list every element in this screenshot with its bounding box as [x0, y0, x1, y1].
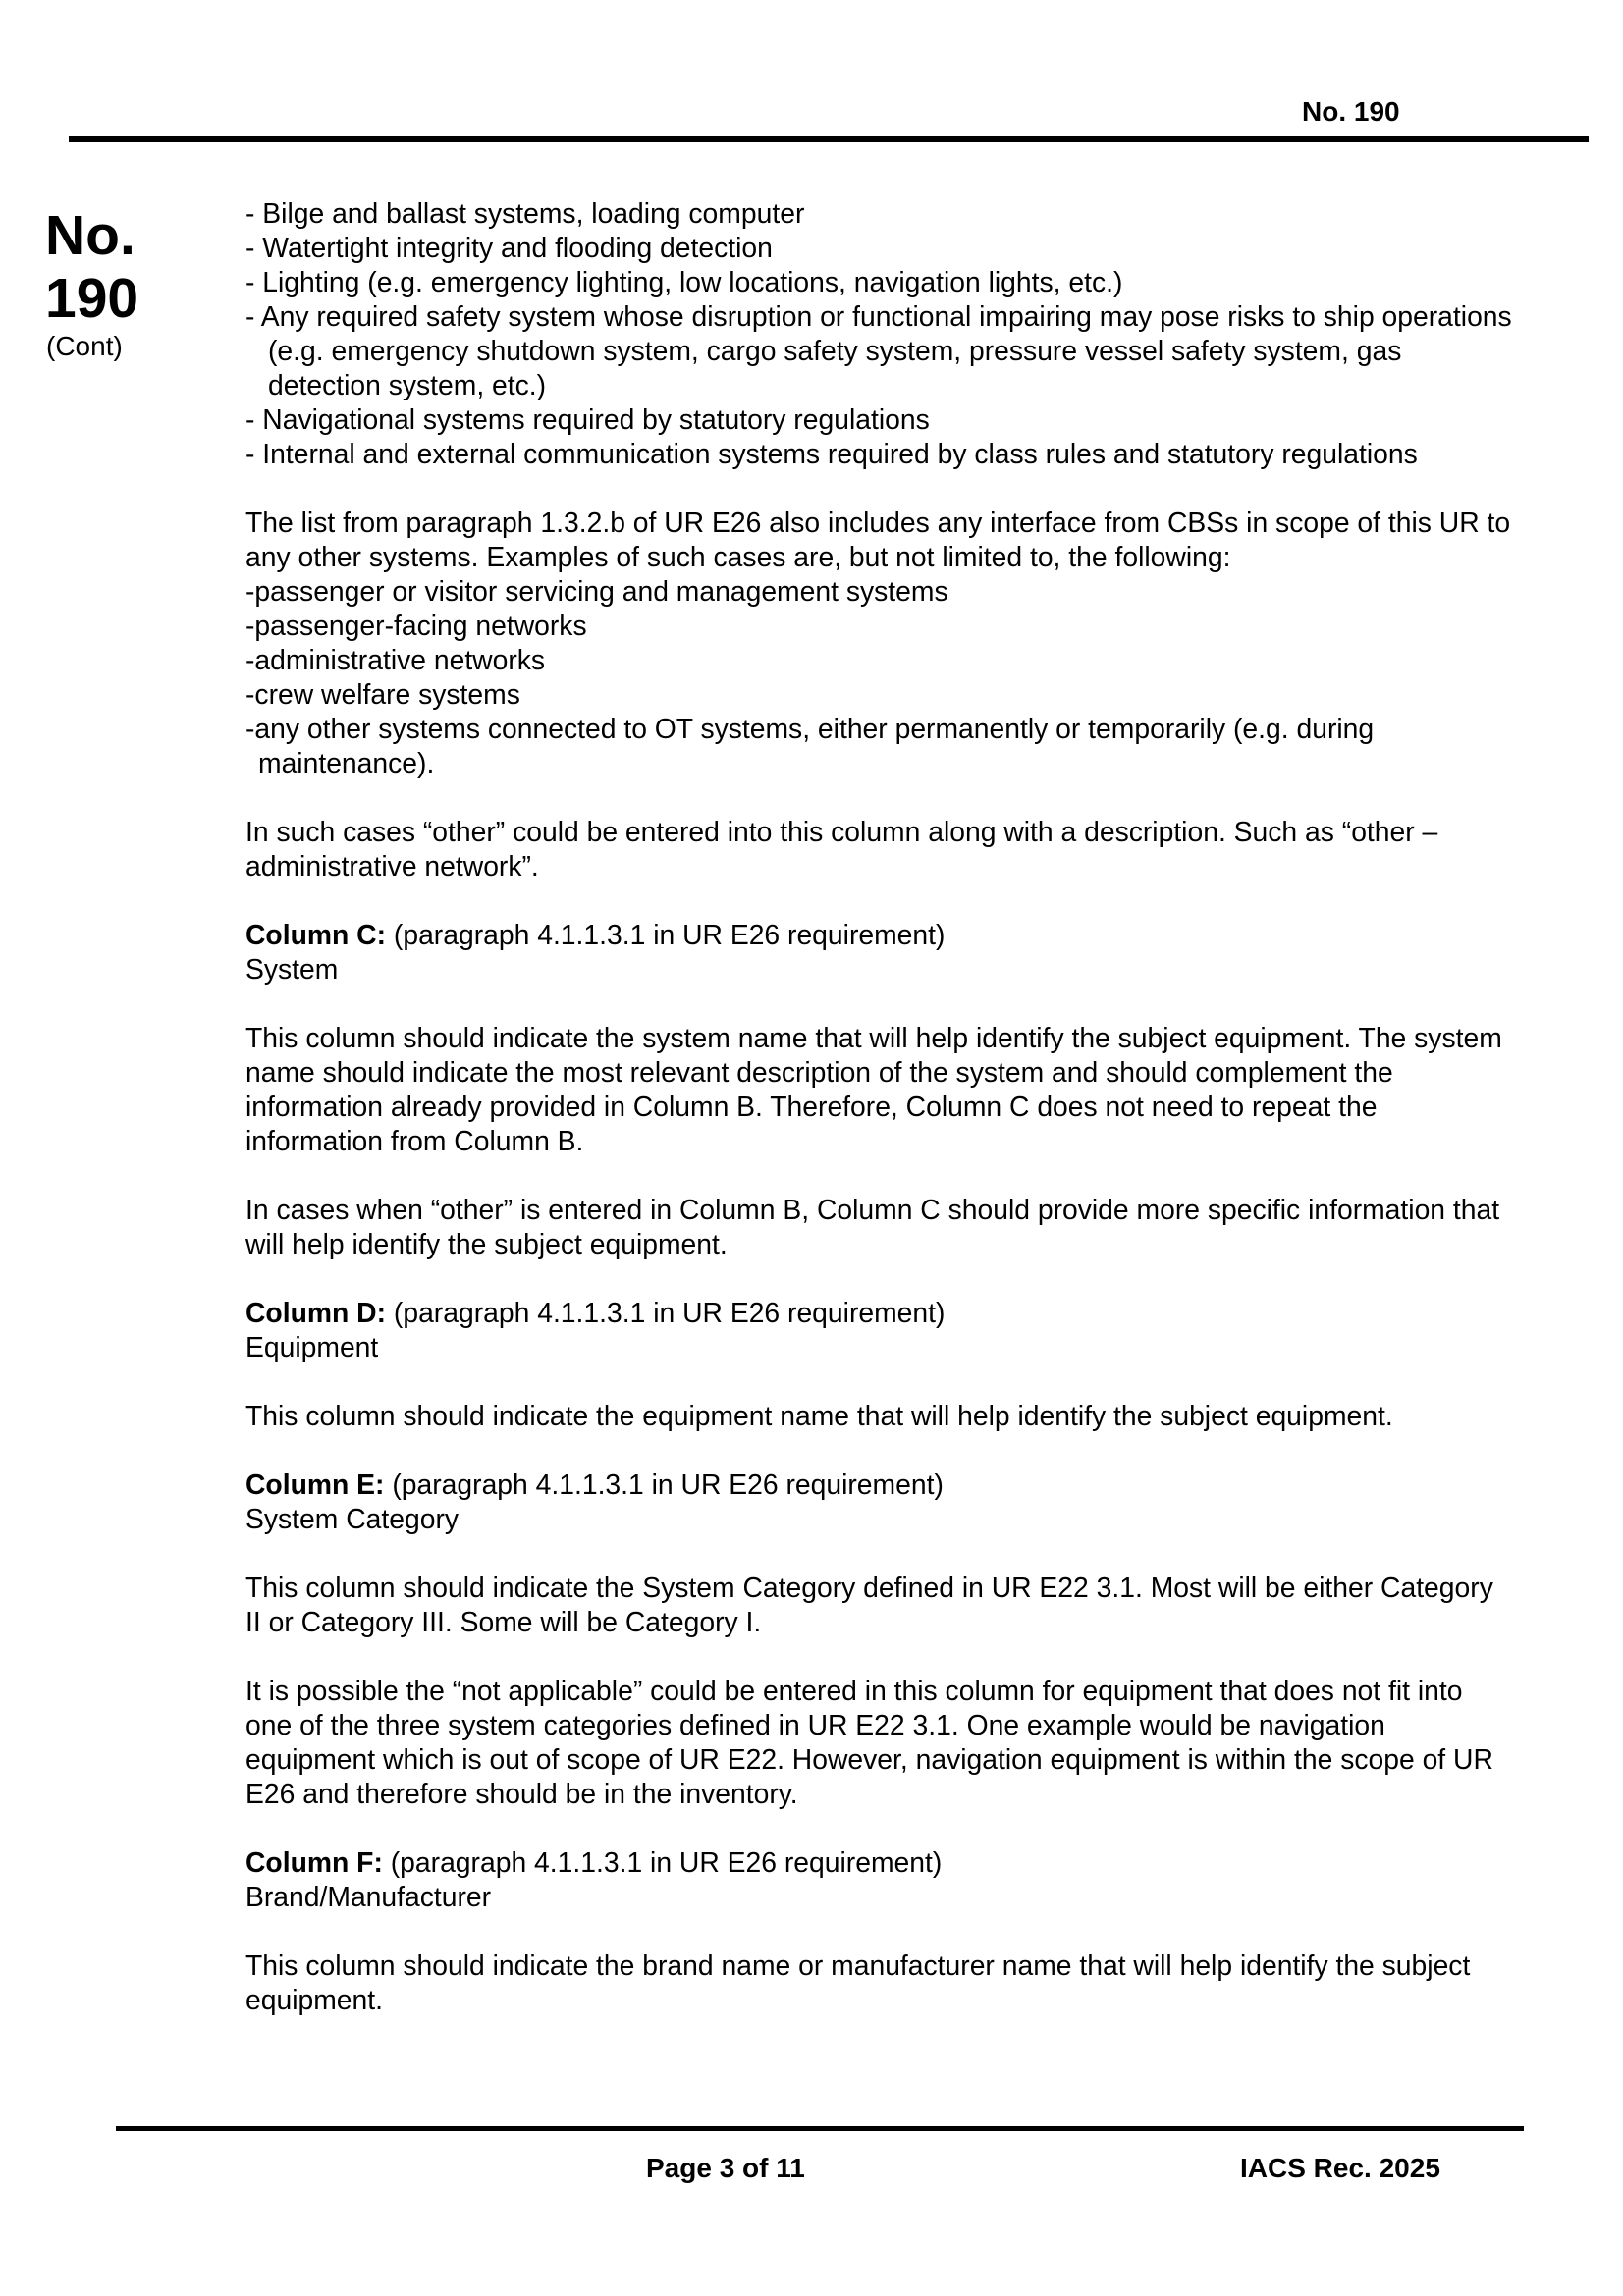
- column-c-ref: (paragraph 4.1.1.3.1 in UR E26 requirement): [386, 919, 946, 950]
- column-f-heading: [245, 1845, 1512, 1914]
- column-c-paragraph-2: In cases when “other” is entered in Column B, Column C should provide more specific information that will help identify the subject equipment.: [245, 1194, 1500, 1259]
- column-d-paragraph-1: This column should indicate the equipment name that will help identify the subject equipment.: [245, 1400, 1393, 1431]
- sidebar-cont: (Cont): [46, 331, 123, 361]
- list-item: - Watertight integrity and flooding detection: [245, 232, 773, 263]
- column-d-name: Equipment: [245, 1331, 379, 1362]
- list-item: -passenger or visitor servicing and management systems: [245, 575, 948, 607]
- header-rule: [69, 136, 1589, 142]
- other-paragraph: In such cases “other” could be entered into this column along with a description. Such as “other – administrative network”.: [245, 816, 1438, 881]
- list-item: - Internal and external communication systems required by class rules and statutory regulations: [245, 438, 1418, 469]
- column-d-heading: [245, 1296, 1512, 1364]
- column-e-paragraph-2: It is possible the “not applicable” could be entered in this column for equipment that does not fit into one of the three system categories defined in UR E22 3.1. One example would be navigation equipment which is out of scope of UR E22. However, navigation equipment is within the scope of UR E26 and therefore should be in the inventory.: [245, 1675, 1493, 1809]
- column-e-paragraph-1: This column should indicate the System Category defined in UR E22 3.1. Most will be either Category II or Category III. Some will be Category I.: [245, 1572, 1493, 1637]
- column-e-ref: (paragraph 4.1.1.3.1 in UR E26 requirement): [384, 1468, 944, 1500]
- sidebar-label: [45, 204, 192, 363]
- column-f-name: Brand/Manufacturer: [245, 1881, 492, 1912]
- sidebar-number: 190: [45, 267, 139, 330]
- footer-rule: [116, 2126, 1524, 2131]
- column-f-label: Column F:: [245, 1846, 383, 1878]
- list-item: -administrative networks: [245, 644, 546, 675]
- scope-list: [245, 196, 1512, 471]
- header-document-number: No. 190: [1302, 96, 1400, 127]
- paragraph-text: The list from paragraph 1.3.2.b of UR E26 also includes any interface from CBSs in scope of this UR to any other systems. Examples of such cases are, but not limited to, the following:: [245, 507, 1511, 572]
- column-d-label: Column D:: [245, 1297, 387, 1328]
- column-f-paragraph-1: This column should indicate the brand name or manufacturer name that will help identify the subject equipment.: [245, 1949, 1471, 2015]
- column-c-label: Column C:: [245, 919, 387, 950]
- column-f-ref: (paragraph 4.1.1.3.1 in UR E26 requirement): [382, 1846, 943, 1878]
- sidebar-no: No.: [45, 204, 135, 267]
- list-item: -passenger-facing networks: [245, 610, 587, 641]
- list-item: - Navigational systems required by statutory regulations: [245, 403, 930, 435]
- column-c-heading: [245, 918, 1512, 987]
- column-d-ref: (paragraph 4.1.1.3.1 in UR E26 requirement): [386, 1297, 946, 1328]
- list-item: -crew welfare systems: [245, 678, 520, 710]
- footer-page-number: Page 3 of 11: [646, 2153, 805, 2183]
- column-c-paragraph-1: This column should indicate the system name that will help identify the subject equipment. The system name should indicate the most relevant description of the system and should complement the information already provided in Column B. Therefore, Column C does not need to repeat the information from Column B.: [245, 1022, 1502, 1156]
- document-body: [245, 196, 1512, 2052]
- footer-recommendation: IACS Rec. 2025: [1240, 2153, 1440, 2183]
- column-c-name: System: [245, 953, 339, 985]
- column-e-label: Column E:: [245, 1468, 385, 1500]
- column-e-heading: [245, 1468, 1512, 1536]
- list-item: -any other systems connected to OT systems, either permanently or temporarily (e.g. during maintenance).: [245, 713, 1375, 778]
- list-item: - Lighting (e.g. emergency lighting, low locations, navigation lights, etc.): [245, 266, 1123, 297]
- list-item: - Any required safety system whose disruption or functional impairing may pose risks to ship operations (e.g. emergency shutdown system, cargo safety system, pressure vessel safety system, gas detection system, etc.): [245, 300, 1512, 400]
- interface-paragraph: [245, 506, 1512, 780]
- column-e-name: System Category: [245, 1503, 460, 1534]
- list-item: - Bilge and ballast systems, loading computer: [245, 197, 805, 229]
